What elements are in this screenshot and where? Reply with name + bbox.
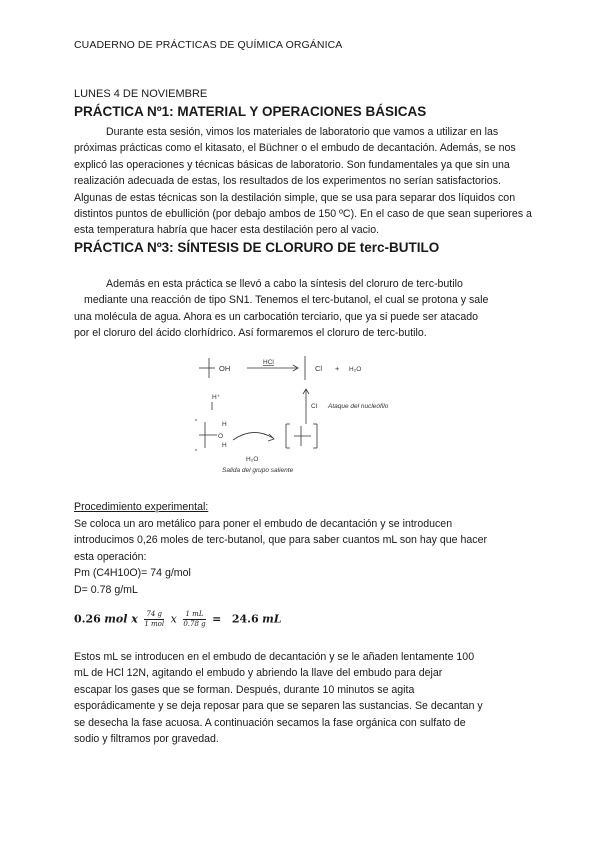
procedure-paragraph-2 [74, 649, 534, 747]
session-date: LUNES 4 DE NOVIEMBRE [74, 88, 208, 100]
procedure-title: Procedimiento experimental: [74, 501, 209, 513]
text-line: D= 0.78 g/mL [74, 583, 138, 596]
volume-formula [74, 610, 282, 629]
h-atom-label: H [222, 442, 227, 449]
text-line: por el cloruro del ácido clorhídrico. Así formaremos el cloruro de terc-butilo. [74, 327, 427, 340]
leaving-label: Salida del grupo saliente [222, 467, 294, 474]
fraction-numerator: 74 g [144, 610, 164, 620]
curved-arrow [233, 432, 273, 440]
formula-unit: mol x [104, 612, 138, 626]
formula-times: x [170, 612, 177, 626]
text-line: Estos mL se introducen en el embudo de decantación y se le añaden lentamente 100 [74, 651, 475, 663]
fraction-numerator: 1 mL [183, 610, 205, 620]
document-header: CUADERNO DE PRÁCTICAS DE QUÍMICA ORGÁNICA [74, 39, 343, 51]
text-line: esporádicamente y se deja reposar para que se separen las sustancias. Se decantan y [74, 700, 483, 713]
formula-equals: = [212, 612, 222, 626]
text-line: introducimos 0,26 moles de terc-butanol, que para saber cuantos mL son hay que hacer [74, 534, 488, 547]
text-line: mL de HCl 12N, agitando el embudo y abriendo la llave del embudo para dejar [74, 667, 443, 680]
practice1-title: PRÁCTICA Nº1: MATERIAL Y OPERACIONES BÁSICAS [74, 104, 427, 119]
text-line: mediante una reacción de tipo SN1. Tenemos el terc-butanol, el cual se protona y sale [84, 294, 489, 307]
practice3-title: PRÁCTICA Nº3: SÍNTESIS DE CLORURO DE terc-BUTILO [74, 240, 440, 255]
formula-lead: 0.26 [74, 612, 101, 626]
formula-result: 24.6 [231, 612, 259, 626]
text-line: las próximas prácticas como el kitasato, el Büchner o el embudo de decantación. [74, 126, 499, 155]
plus-label: + [335, 364, 340, 373]
attack-label: Ataque del nucleófilo [328, 403, 389, 410]
hcl-label: HCl [263, 359, 274, 366]
procedure-paragraph [74, 516, 534, 598]
text-line: Se coloca un aro metálico para poner el embudo de decantación y se introducen [74, 518, 453, 530]
h2o-product-label: H₂O [349, 366, 362, 373]
formula-result-unit: mL [262, 612, 282, 626]
fraction-density [183, 610, 205, 629]
text-line: se desecha la fase acuosa. A continuación secamos la fase orgánica con sulfato de [74, 716, 466, 729]
text-line: Pm (C4H10O)= 74 g/mol [74, 567, 191, 580]
h-atom-label: H [222, 421, 227, 428]
fraction-denominator: 1 mol [144, 620, 165, 628]
h-plus-label: H⁺ [212, 394, 221, 401]
practice1-paragraph [74, 124, 534, 239]
o-atom-label: O [218, 433, 224, 440]
text-line: debajo ambos de 150 ºC). En el caso de que sean superiores a esta temperatura habría [74, 208, 532, 237]
fraction-molar-mass [144, 610, 164, 629]
text-line: Además en esta práctica se llevó a cabo la síntesis del cloruro de terc-butilo [106, 278, 463, 290]
text-line: Además, se nos explicó las operaciones y técnicas básicas de laboratorio. Son [74, 142, 516, 171]
h2o-leaving-label: H₂O [246, 456, 259, 463]
text-line: que hacer esta destilación pero al vacio. [190, 224, 380, 237]
text-line: sodio y filtramos por gravedad. [74, 733, 219, 746]
text-line: experimentos no serían satisfactorios. Algunas de estas técnicas son la destilación [74, 175, 501, 204]
text-line: simple, que se usa para separar dos líquidos con distintos puntos de ebullición (por [74, 191, 516, 221]
text-line: Durante esta sesión, vimos los materiales de laboratorio que vamos a utilizar en [106, 126, 482, 138]
text-line: esta operación: [74, 550, 147, 563]
text-line: fundamentales ya que sin una realización adecuada de estas, los resultados de los [74, 158, 510, 188]
text-line: una molécula de agua. Ahora es un carbocatión terciario, que ya si puede ser atacado [74, 310, 479, 323]
fraction-denominator: 0.78 g [183, 620, 206, 628]
oh-label: OH [219, 364, 231, 373]
cl-attack-label: Cl [311, 403, 318, 410]
sn1-mechanism-diagram [195, 352, 455, 512]
text-line: escapar los gases que se forman. Después, durante 10 minutos se agita [74, 683, 415, 696]
cl-product-label: Cl [315, 364, 323, 373]
arrow-head [268, 434, 274, 441]
practice3-paragraph [74, 276, 534, 342]
